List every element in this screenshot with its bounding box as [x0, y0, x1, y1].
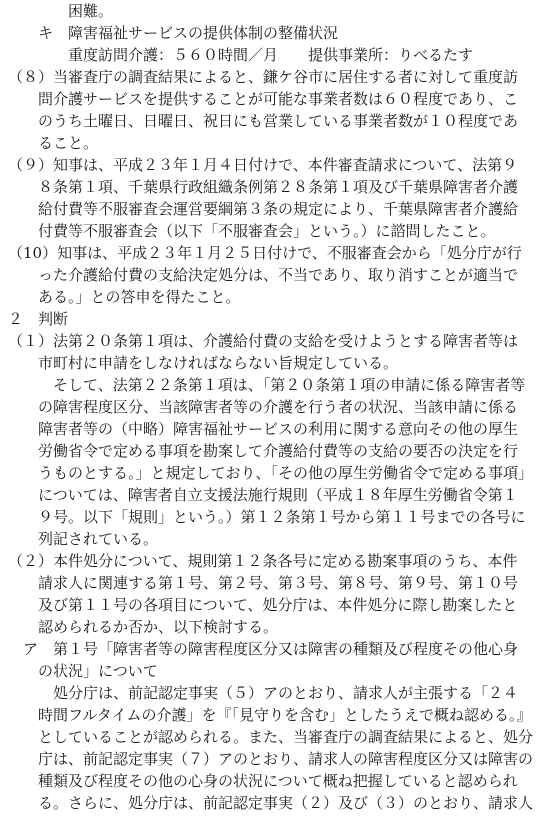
text-line: ８条第１項、千葉県行政組織条例第２８条第１項及び千葉県障害者介護 — [38, 178, 519, 196]
text-line: うものとする。」と規定しており、「その他の厚生労働省令で定める事項」 — [38, 464, 534, 482]
text-line: ること。 — [38, 134, 99, 152]
text-line: キ 障害福祉サービスの提供体制の整備状況 — [38, 24, 339, 42]
text-line: 処分庁は、前記認定事実（５）アのとおり、請求人が主張する「２４ — [53, 684, 519, 702]
text-line: 市町村に申請をしなければならない旨規定している。 — [38, 354, 399, 372]
text-line: 列記されている。 — [38, 530, 159, 548]
text-line: （10）知事は、平成２３年１月２５日付けで、不服審査会から「処分庁が行 — [8, 244, 522, 262]
text-line: については、障害者自立支援法施行規則（平成１８年厚生労働省令第１ — [38, 486, 518, 504]
text-line: （１）法第２０条第１項は、介護給付費の支給を受けようとする障害者等は — [8, 332, 519, 350]
text-line: る。さらに、処分庁は、前記認定事実（２）及び（３）のとおり、請求人 — [38, 794, 534, 812]
text-line: の状況」について — [38, 662, 158, 680]
text-line: 困難。 — [68, 2, 114, 20]
text-line: ある。」との答申を得たこと。 — [38, 288, 241, 306]
text-line: ア 第１号「障害者等の障害程度区分又は障害の種類及び程度その他心身 — [23, 640, 519, 658]
text-line: （９）知事は、平成２３年１月４日付けで、本件審査請求について、法第９ — [8, 156, 518, 174]
text-line: 庁は、前記認定事実（７）アのとおり、請求人の障害程度区分又は障害の — [38, 750, 534, 768]
text-line: （２）本件処分について、規則第１２条各号に定める勘案事項のうち、本件 — [8, 552, 518, 570]
text-line: った介護給付費の支給決定処分は、不当であり、取り消すことが適当で — [38, 266, 519, 284]
section-heading: ２ 判断 — [8, 310, 69, 328]
text-line: 種類及び程度その他の心身の状況について概ね把握していると認められ — [38, 772, 518, 790]
text-line: 障害者等の（中略）障害福祉サービスの利用に関する意向その他の厚生 — [38, 420, 519, 438]
text-line: 付費等不服審査会（以下「不服審査会」という。）に諮問したこと。 — [38, 222, 496, 240]
text-line: 問介護サービスを提供することが可能な事業者数は６０程度であり、こ — [38, 90, 519, 108]
text-line: のうち土曜日、日曜日、祝日にも営業している事業者数が１０程度であ — [38, 112, 519, 130]
text-line: （８）当審査庁の調査結果によると、鎌ケ谷市に居住する者に対して重度訪 — [8, 68, 519, 86]
text-line: ９号。以下「規則」という。）第１２条第１号から第１１号までの各号に — [38, 508, 526, 526]
text-line: 時間フルタイムの介護」を『「見守りを含む」としたうえで概ね認める。』 — [38, 706, 532, 724]
text-line: としていることが認められる。また、当審査庁の調査結果によると、処分 — [38, 728, 534, 746]
text-line: 給付費等不服審査会運営要綱第３条の規定により、千葉県障害者介護給 — [38, 200, 519, 218]
text-line: 認められるか否か、以下検討する。 — [38, 618, 279, 636]
text-line: 請求人に関連する第１号、第２号、第３号、第８号、第９号、第１０号 — [38, 574, 519, 592]
text-line: 及び第１１号の各項目について、処分庁は、本件処分に際し勘案したと — [38, 596, 518, 614]
text-line: 労働省令で定める事項を勘案して介護給付費等の支給の要否の決定を行 — [38, 442, 519, 460]
text-line: の障害程度区分、当該障害者等の介護を行う者の状況、当該申請に係る — [38, 398, 519, 416]
text-line: そして、法第２２条第１項は、「第２０条第１項の申請に係る障害者等 — [53, 376, 526, 394]
text-line: 重度訪問介護：５６０時間／月 提供事業所：りべるたす — [68, 46, 474, 64]
